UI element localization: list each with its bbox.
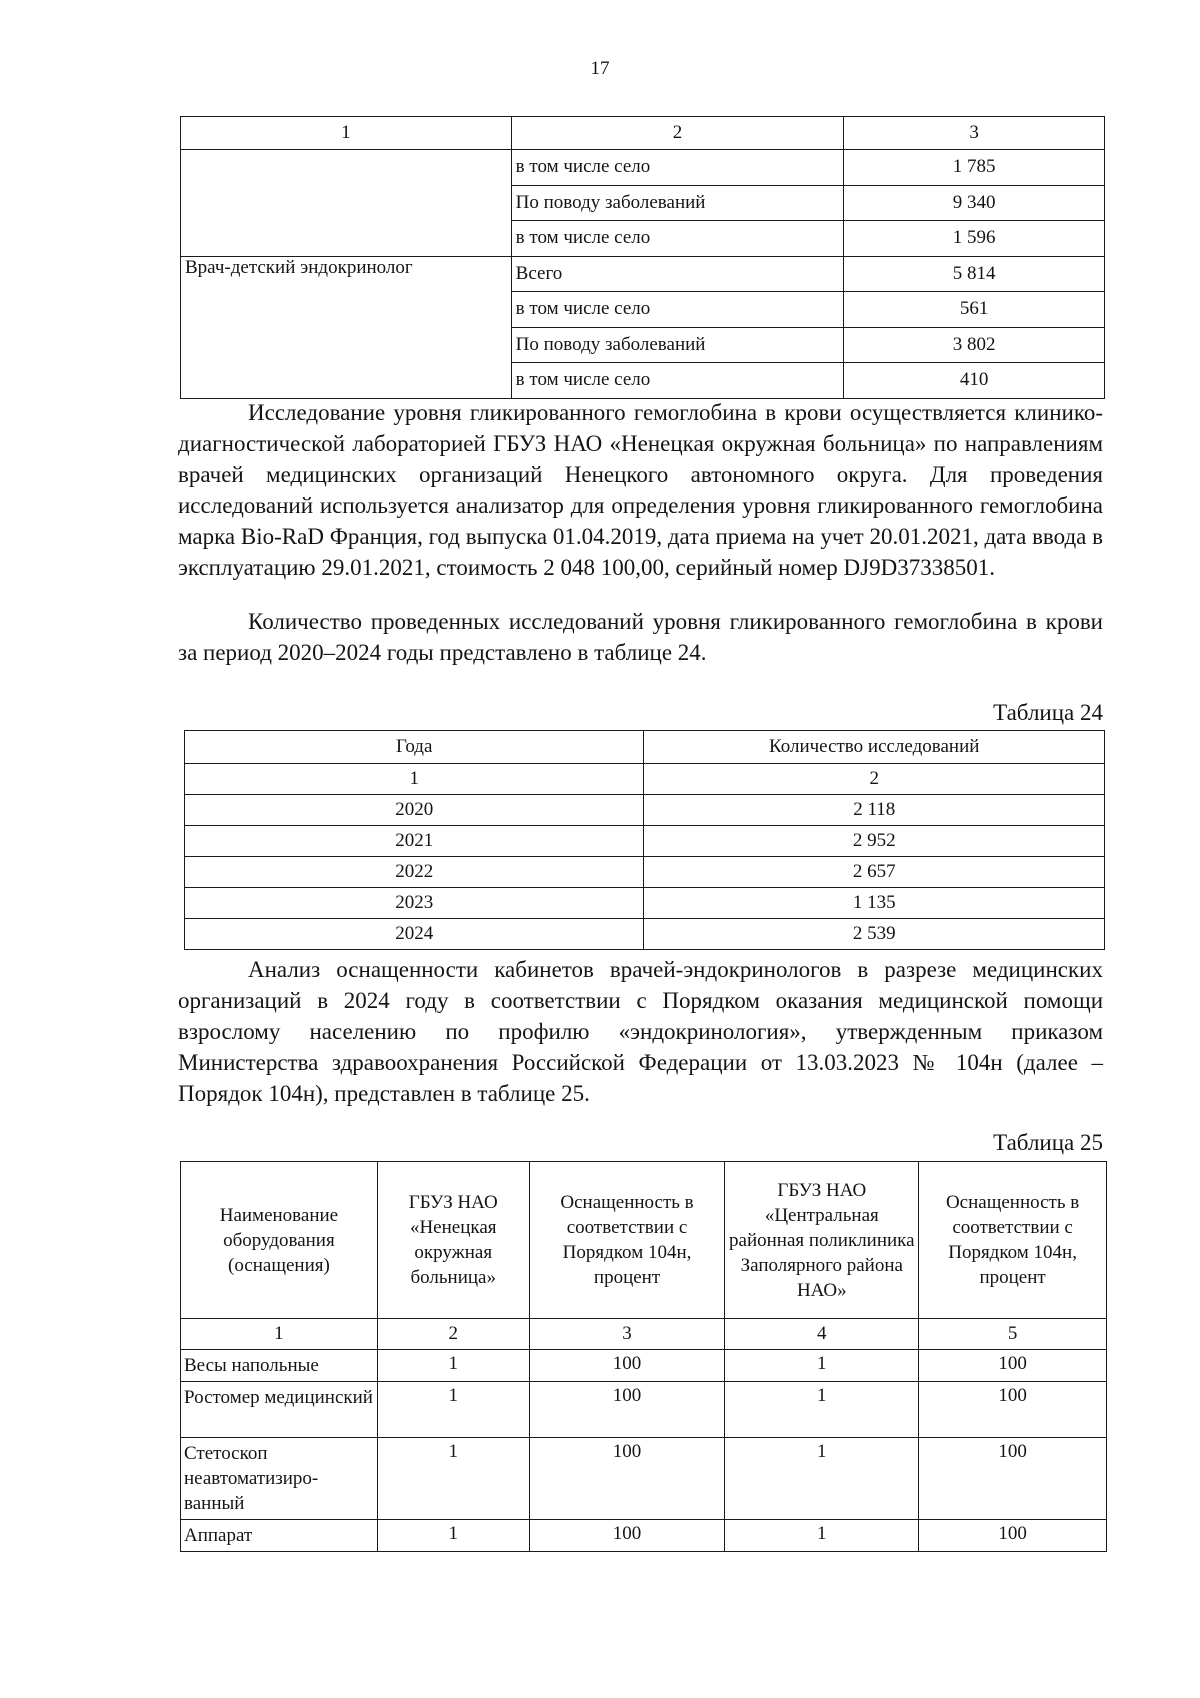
count-cell: 2 539 bbox=[644, 919, 1105, 950]
year-cell: 2020 bbox=[185, 795, 644, 826]
table-header-row bbox=[181, 117, 1105, 150]
page-number: 17 bbox=[590, 58, 610, 79]
value-cell: 100 bbox=[529, 1438, 725, 1520]
table-row bbox=[181, 150, 1105, 186]
value-cell: 9 340 bbox=[844, 185, 1105, 221]
value-cell: 100 bbox=[919, 1520, 1107, 1552]
col-number: 3 bbox=[529, 1319, 725, 1350]
count-cell: 2 952 bbox=[644, 826, 1105, 857]
equipment-name-cell: Ростомер медицинский bbox=[181, 1382, 378, 1438]
value-cell: 100 bbox=[919, 1438, 1107, 1520]
table-number-row bbox=[181, 1319, 1107, 1350]
col-number: 2 bbox=[644, 764, 1105, 795]
indicator-cell: Всего bbox=[511, 256, 844, 292]
table-caption: Таблица 24 bbox=[993, 700, 1103, 725]
indicator-cell: По поводу заболеваний bbox=[511, 327, 844, 363]
table-row bbox=[185, 795, 1105, 826]
year-cell: 2022 bbox=[185, 857, 644, 888]
table-row bbox=[181, 256, 1105, 292]
paragraph: Исследование уровня гликированного гемоглобина в крови осуществляется клинико-диагностической лабораторией ГБУЗ НАО «Ненецкая окружная больница» по направлениям врачей медицинских организаций Ненецкого автономного округа. Для проведения исследований используется анализатор для определения уровня гликированного гемоглобина марка Bio-RaD Франция, год выпуска 01.04.2019, дата приема на учет 20.01.2021, дата ввода в эксплуатацию 29.01.2021, стоимость 2 048 100,00, серийный номер DJ9D37338501. bbox=[178, 400, 1103, 580]
count-cell: 1 135 bbox=[644, 888, 1105, 919]
value-cell: 1 bbox=[377, 1382, 529, 1438]
col-number: 1 bbox=[185, 764, 644, 795]
col-number: 5 bbox=[919, 1319, 1107, 1350]
value-cell: 1 bbox=[377, 1438, 529, 1520]
value-cell: 1 596 bbox=[844, 221, 1105, 257]
specialist-cell bbox=[181, 150, 512, 257]
table-number-row bbox=[185, 764, 1105, 795]
table-header-row bbox=[181, 1162, 1107, 1319]
table-caption: Таблица 25 bbox=[993, 1130, 1103, 1155]
value-cell: 1 bbox=[725, 1350, 919, 1382]
col-number: 3 bbox=[844, 117, 1105, 150]
col-number: 2 bbox=[511, 117, 844, 150]
value-cell: 1 785 bbox=[844, 150, 1105, 186]
value-cell: 3 802 bbox=[844, 327, 1105, 363]
value-cell: 100 bbox=[529, 1382, 725, 1438]
value-cell: 1 bbox=[377, 1350, 529, 1382]
value-cell: 561 bbox=[844, 292, 1105, 328]
paragraph: Анализ оснащенности кабинетов врачей-эндокринологов в разрезе медицинских организаций в 2024 году в соответствии с Порядком оказания медицинской помощи взрослому населению по профилю «эндокринология», утвержденным приказом Министерства здравоохранения Российской Федерации от 13.03.2023 № 104н (далее – Порядок 104н), представлен в таблице 25. bbox=[178, 957, 1103, 1106]
value-cell: 100 bbox=[919, 1382, 1107, 1438]
header-cell: Наименование оборудования (оснащения) bbox=[181, 1162, 378, 1319]
header-cell: Оснащенность в соответствии с Порядком 104н, процент bbox=[529, 1162, 725, 1319]
col-number: 1 bbox=[181, 117, 512, 150]
table-row bbox=[185, 919, 1105, 950]
header-cell: Оснащенность в соответствии с Порядком 104н, процент bbox=[919, 1162, 1107, 1319]
table-row bbox=[181, 1438, 1107, 1520]
value-cell: 1 bbox=[725, 1520, 919, 1552]
year-cell: 2021 bbox=[185, 826, 644, 857]
equipment-name-cell: Стетоскоп неавтоматизиро-ванный bbox=[181, 1438, 378, 1520]
value-cell: 410 bbox=[844, 363, 1105, 399]
header-cell: ГБУЗ НАО «Центральная районная поликлиника Заполярного района НАО» bbox=[725, 1162, 919, 1319]
table-row bbox=[181, 1520, 1107, 1552]
table-row bbox=[181, 1382, 1107, 1438]
table-24 bbox=[184, 730, 1105, 950]
header-cell: Количество исследований bbox=[644, 731, 1105, 764]
equipment-name-cell: Весы напольные bbox=[181, 1350, 378, 1382]
value-cell: 1 bbox=[725, 1382, 919, 1438]
table-row bbox=[185, 826, 1105, 857]
specialist-cell: Врач-детский эндокринолог bbox=[181, 256, 512, 398]
value-cell: 100 bbox=[529, 1350, 725, 1382]
col-number: 4 bbox=[725, 1319, 919, 1350]
table-header-row bbox=[185, 731, 1105, 764]
year-cell: 2024 bbox=[185, 919, 644, 950]
value-cell: 1 bbox=[377, 1520, 529, 1552]
header-cell: ГБУЗ НАО «Ненецкая окружная больница» bbox=[377, 1162, 529, 1319]
count-cell: 2 657 bbox=[644, 857, 1105, 888]
col-number: 2 bbox=[377, 1319, 529, 1350]
value-cell: 5 814 bbox=[844, 256, 1105, 292]
table-row bbox=[185, 857, 1105, 888]
indicator-cell: в том числе село bbox=[511, 363, 844, 399]
value-cell: 100 bbox=[529, 1520, 725, 1552]
year-cell: 2023 bbox=[185, 888, 644, 919]
indicator-cell: в том числе село bbox=[511, 221, 844, 257]
value-cell: 1 bbox=[725, 1438, 919, 1520]
count-cell: 2 118 bbox=[644, 795, 1105, 826]
indicator-cell: в том числе село bbox=[511, 292, 844, 328]
paragraph: Количество проведенных исследований уровня гликированного гемоглобина в крови за период 2020–2024 годы представлено в таблице 24. bbox=[178, 609, 1103, 665]
col-number: 1 bbox=[181, 1319, 378, 1350]
table-row bbox=[181, 1350, 1107, 1382]
table-25 bbox=[180, 1161, 1107, 1552]
indicator-cell: По поводу заболеваний bbox=[511, 185, 844, 221]
value-cell: 100 bbox=[919, 1350, 1107, 1382]
equipment-name-cell: Аппарат bbox=[181, 1520, 378, 1552]
header-cell: Года bbox=[185, 731, 644, 764]
table-continuation bbox=[180, 116, 1105, 399]
table-row bbox=[185, 888, 1105, 919]
indicator-cell: в том числе село bbox=[511, 150, 844, 186]
